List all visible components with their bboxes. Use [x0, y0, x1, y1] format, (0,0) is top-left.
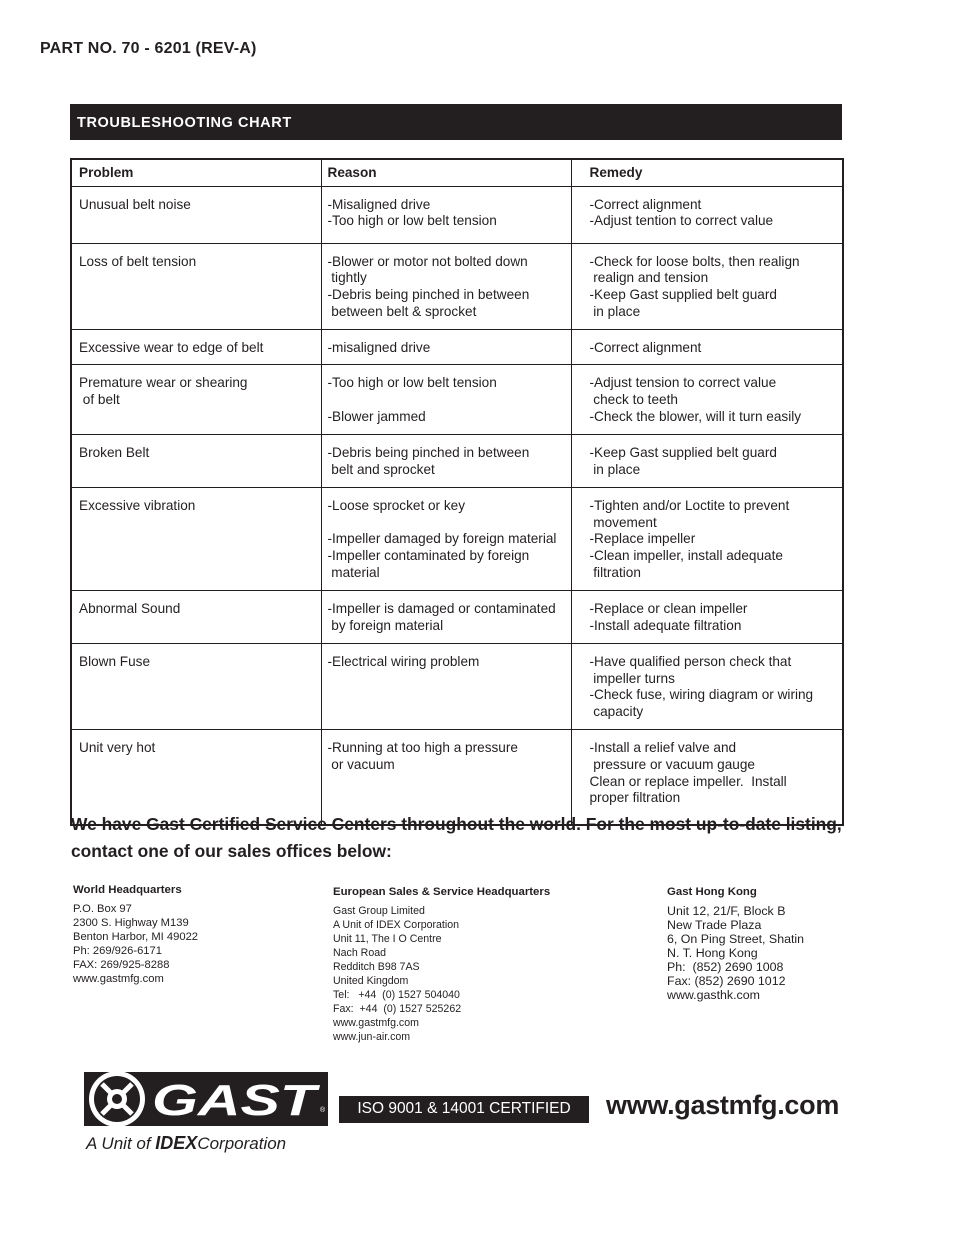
- office-line: Ph: (852) 2690 1008: [667, 960, 784, 974]
- svg-text:®: ®: [320, 1107, 326, 1114]
- cell-line: -Install a relief valve and: [589, 740, 737, 756]
- cell-remedy: [571, 487, 843, 590]
- office-title: Gast Hong Kong: [667, 886, 757, 898]
- cell-line: material: [327, 565, 380, 581]
- cell-line: belt and sprocket: [327, 461, 435, 477]
- cell-line: -Clean impeller, install adequate: [589, 548, 783, 564]
- office-european-headquarters: [333, 885, 550, 1044]
- cell-line: -Running at too high a pressure: [327, 740, 518, 756]
- cell-line: between belt & sprocket: [327, 303, 477, 319]
- office-line: Gast Group Limited: [333, 905, 425, 917]
- cell-line: -Misaligned drive: [327, 196, 431, 212]
- cell-problem: [71, 365, 321, 434]
- cell-remedy: [571, 434, 843, 487]
- cell-line: -Correct alignment: [589, 339, 702, 355]
- cell-line: -Blower jammed: [327, 409, 426, 425]
- cell-remedy: [571, 590, 843, 643]
- column-header-remedy: Remedy: [571, 159, 843, 186]
- cell-line: -Correct alignment: [589, 196, 702, 212]
- cell-line: -Check the blower, will it turn easily: [589, 409, 802, 425]
- logo-tagline-idex: IDEX: [155, 1133, 198, 1153]
- cell-problem: [71, 186, 321, 243]
- cell-line: -Have qualified person check that: [589, 653, 792, 669]
- cell-line: Broken Belt: [79, 444, 150, 460]
- office-line: A Unit of IDEX Corporation: [333, 919, 460, 931]
- cell-line: Excessive vibration: [79, 497, 196, 513]
- cell-remedy: [571, 365, 843, 434]
- office-line: P.O. Box 97: [73, 903, 132, 915]
- table-row: [71, 487, 843, 590]
- cell-line: -Check for loose bolts, then realign: [589, 253, 800, 269]
- office-address: [667, 904, 804, 1002]
- cell-line: -Check fuse, wiring diagram or wiring: [589, 687, 814, 703]
- cell-reason: [321, 643, 571, 729]
- cell-line: -Impeller damaged by foreign material: [327, 531, 557, 547]
- table-body: [71, 186, 843, 825]
- cell-line: -Keep Gast supplied belt guard: [589, 287, 777, 303]
- cell-line: Premature wear or shearing: [79, 375, 248, 391]
- cell-line: of belt: [79, 392, 120, 408]
- cell-line: -Too high or low belt tension: [327, 375, 497, 391]
- cell-line: Clean or replace impeller. Install: [589, 773, 787, 789]
- cell-problem: [71, 434, 321, 487]
- office-line: FAX: 269/925-8288: [73, 959, 170, 971]
- cell-line: -Too high or low belt tension: [327, 213, 497, 229]
- cell-line: Unusual belt noise: [79, 196, 191, 212]
- cell-remedy: [571, 186, 843, 243]
- chart-title: TROUBLESHOOTING CHART: [77, 115, 292, 131]
- cell-line: -Tighten and/or Loctite to prevent: [589, 497, 790, 513]
- iso-certification-badge: [339, 1096, 589, 1123]
- office-world-headquarters: [73, 883, 198, 986]
- cell-line: Blown Fuse: [79, 653, 151, 669]
- cell-line: -Install adequate filtration: [589, 617, 742, 633]
- office-address: [73, 902, 198, 986]
- svg-text:A Unit of IDEXCorporation: [85, 1133, 286, 1153]
- logo-tagline-corporation: Corporation: [197, 1134, 287, 1153]
- cell-line: -Adjust tention to correct value: [589, 213, 774, 229]
- cell-reason: [321, 590, 571, 643]
- cell-remedy: [571, 329, 843, 365]
- office-title: World Headquarters: [73, 884, 182, 896]
- chart-title-banner: [70, 104, 842, 140]
- logo-tagline-prefix: A Unit of: [86, 1134, 156, 1153]
- office-line: Nach Road: [333, 947, 386, 959]
- cell-line: [328, 515, 571, 532]
- cell-line: realign and tension: [589, 270, 709, 286]
- cell-line: Abnormal Sound: [79, 600, 181, 616]
- table-row: [71, 329, 843, 365]
- office-line: 6, On Ping Street, Shatin: [667, 932, 805, 946]
- office-line: United Kingdom: [333, 975, 409, 987]
- cell-line: -Replace impeller: [589, 531, 696, 547]
- cell-line: -Replace or clean impeller: [589, 600, 748, 616]
- column-header-reason: Reason: [321, 159, 571, 186]
- cell-line: -Keep Gast supplied belt guard: [589, 444, 777, 460]
- cell-line: pressure or vacuum gauge: [589, 756, 755, 772]
- logo-wordmark: GAST: [152, 1076, 321, 1125]
- cell-line: -Blower or motor not bolted down: [327, 253, 528, 269]
- table-header-row: [71, 159, 843, 186]
- cell-line: Excessive wear to edge of belt: [79, 339, 264, 355]
- cell-line: Loss of belt tension: [79, 253, 197, 269]
- cell-line: in place: [589, 303, 641, 319]
- troubleshooting-table: [70, 158, 844, 826]
- office-line: Ph: 269/926-6171: [73, 945, 162, 957]
- office-line: www.jun-air.com: [333, 1031, 411, 1043]
- office-address: [333, 904, 550, 1044]
- cell-line: filtration: [589, 565, 641, 581]
- office-line: N. T. Hong Kong: [667, 946, 758, 960]
- office-gast-hong-kong: [667, 885, 804, 1002]
- cell-problem: [71, 329, 321, 365]
- table-row: [71, 365, 843, 434]
- office-line: Unit 12, 21/F, Block B: [667, 904, 786, 918]
- cell-line: -Electrical wiring problem: [327, 653, 480, 669]
- cell-reason: [321, 365, 571, 434]
- office-line: New Trade Plaza: [667, 918, 762, 932]
- office-line: Benton Harbor, MI 49022: [73, 931, 199, 943]
- table-row: [71, 590, 843, 643]
- office-line: 2300 S. Highway M139: [73, 917, 189, 929]
- table-row: [71, 243, 843, 329]
- cell-line: check to teeth: [589, 392, 678, 408]
- cell-line: impeller turns: [589, 670, 675, 686]
- office-line: Fax: +44 (0) 1527 525262: [333, 1003, 462, 1015]
- cell-remedy: [571, 243, 843, 329]
- cell-reason: [321, 186, 571, 243]
- table-row: [71, 643, 843, 729]
- cell-line: by foreign material: [327, 617, 444, 633]
- iso-certification-text: ISO 9001 & 14001 CERTIFIED: [357, 1100, 571, 1117]
- cell-line: -Debris being pinched in between: [327, 287, 530, 303]
- cell-reason: [321, 434, 571, 487]
- cell-problem: [71, 243, 321, 329]
- table-row: [71, 186, 843, 243]
- office-line: www.gastmfg.com: [333, 1017, 419, 1029]
- cell-reason: [321, 243, 571, 329]
- cell-problem: [71, 643, 321, 729]
- office-line: www.gasthk.com: [667, 988, 760, 1002]
- cell-line: -Debris being pinched in between: [327, 444, 530, 460]
- part-number: PART NO. 70 - 6201 (REV-A): [40, 40, 257, 57]
- cell-problem: [71, 590, 321, 643]
- office-line: Tel: +44 (0) 1527 504040: [333, 989, 460, 1001]
- cell-reason: [321, 487, 571, 590]
- cell-line: movement: [589, 514, 657, 530]
- cell-line: -Impeller is damaged or contaminated: [327, 600, 556, 616]
- service-centers-note: We have Gast Certified Service Centers throughout the world. For the most up-to-date listing, contact one of our sales offices below:: [71, 814, 842, 861]
- cell-line: or vacuum: [327, 756, 395, 772]
- table-row: [71, 434, 843, 487]
- office-line: www.gastmfg.com: [73, 973, 164, 985]
- cell-line: Unit very hot: [79, 740, 156, 756]
- office-title: European Sales & Service Headquarters: [333, 886, 551, 898]
- cell-line: proper filtration: [589, 790, 681, 806]
- cell-remedy: [571, 643, 843, 729]
- cell-problem: [71, 487, 321, 590]
- cell-line: -Loose sprocket or key: [327, 497, 466, 513]
- cell-reason: [321, 329, 571, 365]
- column-header-problem: Problem: [71, 159, 321, 186]
- office-line: Redditch B98 7AS: [333, 961, 420, 973]
- cell-line: tightly: [327, 270, 367, 286]
- office-line: Unit 11, The I O Centre: [333, 933, 442, 945]
- cell-line: capacity: [589, 704, 644, 720]
- cell-line: -misaligned drive: [327, 339, 431, 355]
- website-url[interactable]: www.gastmfg.com: [606, 1090, 840, 1120]
- gast-logo: [84, 1068, 334, 1154]
- office-line: Fax: (852) 2690 1012: [667, 974, 786, 988]
- cell-line: in place: [589, 461, 641, 477]
- cell-line: -Adjust tension to correct value: [589, 375, 777, 391]
- cell-line: [328, 392, 571, 409]
- cell-line: -Impeller contaminated by foreign: [327, 548, 530, 564]
